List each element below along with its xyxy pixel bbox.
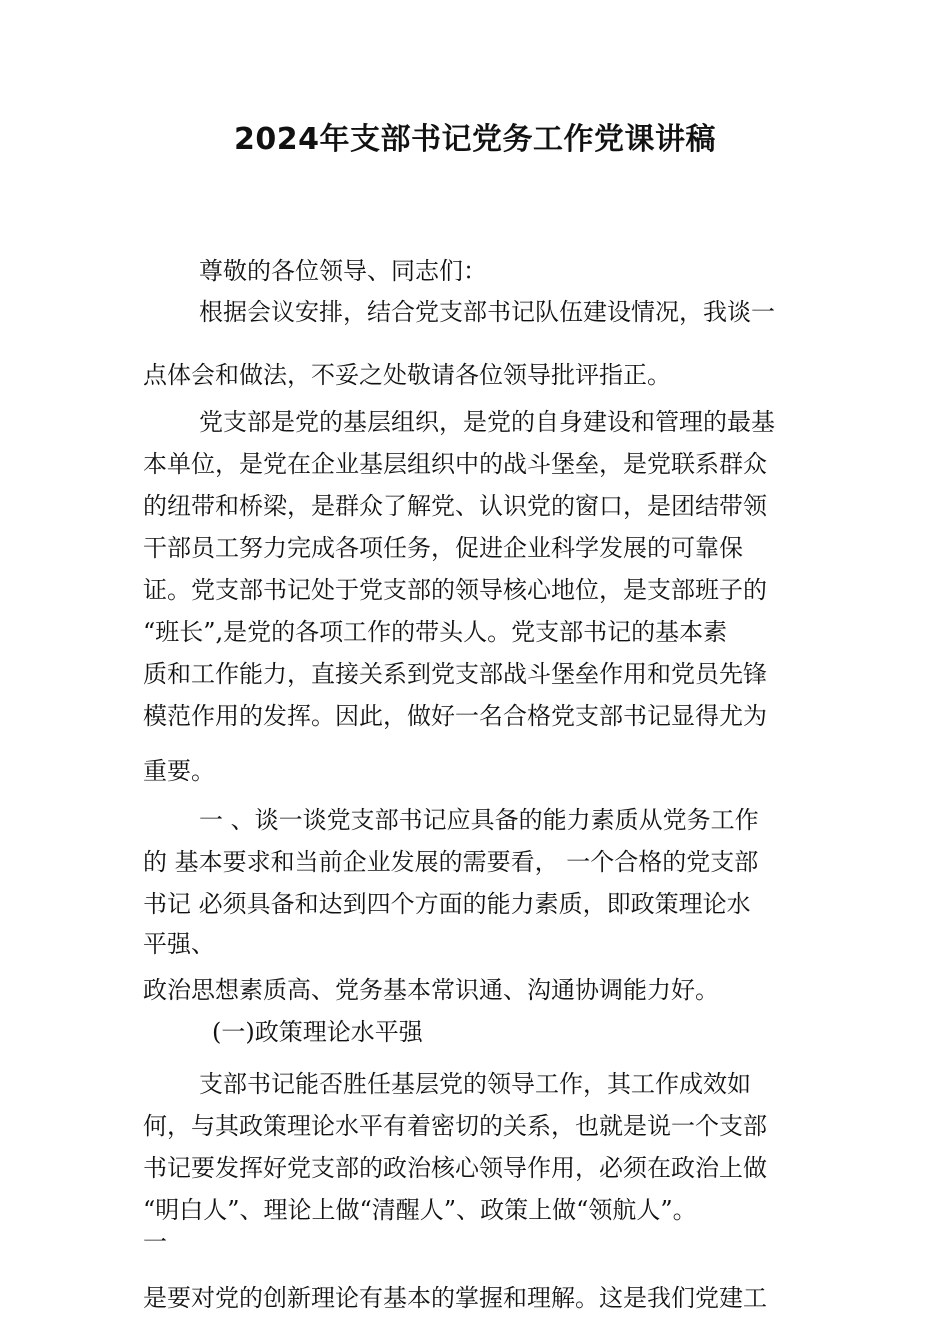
paragraph-line: 平强、: [143, 930, 215, 958]
paragraph-line: 一: [143, 1228, 167, 1256]
paragraph-line: 模范作用的发挥。因此，做好一名合格党支部书记显得尤为: [143, 702, 767, 730]
paragraph-line: 证。党支部书记处于党支部的领导核心地位，是支部班子的: [143, 576, 767, 604]
paragraph-line: 党支部是党的基层组织，是党的自身建设和管理的最基: [199, 408, 775, 436]
paragraph-line: 重要。: [143, 757, 215, 785]
paragraph-line: 政治思想素质高、党务基本常识通、沟通协调能力好。: [143, 976, 719, 1004]
paragraph-line: 的 基本要求和当前企业发展的需要看， 一个合格的党支部: [143, 848, 759, 876]
paragraph-line: 本单位，是党在企业基层组织中的战斗堡垒，是党联系群众: [143, 450, 767, 478]
paragraph-line: 质和工作能力，直接关系到党支部战斗堡垒作用和党员先锋: [143, 660, 767, 688]
paragraph-line: 点体会和做法，不妥之处敬请各位领导批评指正。: [143, 361, 671, 389]
paragraph-line: “明白人”、理论上做“清醒人”、政策上做“领航人”。: [143, 1196, 697, 1224]
paragraph-line: 书记 必须具备和达到四个方面的能力素质，即政策理论水: [143, 890, 751, 918]
subsection-heading: (一)政策理论水平强: [212, 1018, 423, 1046]
document-title: 2024年支部书记党务工作党课讲稿: [234, 122, 716, 157]
paragraph-line: 根据会议安排，结合党支部书记队伍建设情况，我谈一: [199, 298, 775, 326]
salutation-line: 尊敬的各位领导、同志们：: [199, 257, 487, 285]
paragraph-line: 支部书记能否胜任基层党的领导工作，其工作成效如: [199, 1070, 751, 1098]
paragraph-line: 何，与其政策理论水平有着密切的关系，也就是说一个支部: [143, 1112, 767, 1140]
paragraph-line: 是要对党的创新理论有基本的掌握和理解。这是我们党建工: [143, 1284, 767, 1312]
paragraph-line: 书记要发挥好党支部的政治核心领导作用，必须在政治上做: [143, 1154, 767, 1182]
paragraph-line: “班长”,是党的各项工作的带头人。党支部书记的基本素: [143, 618, 728, 646]
paragraph-line: 的纽带和桥梁，是群众了解党、认识党的窗口，是团结带领: [143, 492, 767, 520]
paragraph-line: 干部员工努力完成各项任务，促进企业科学发展的可靠保: [143, 534, 743, 562]
section-heading-line: 一 、谈一谈党支部书记应具备的能力素质从党务工作: [199, 806, 759, 834]
